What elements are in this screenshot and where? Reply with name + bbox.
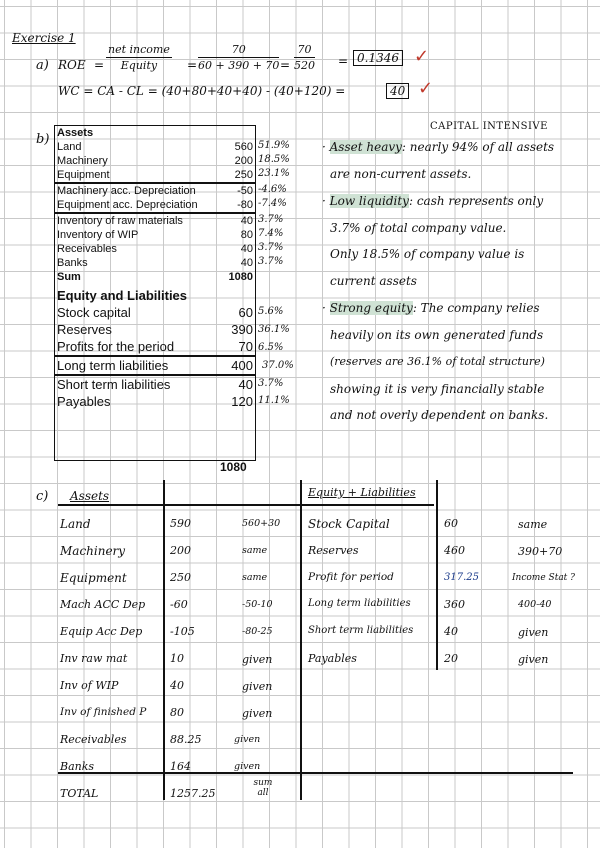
c-liab-header: Equity + Liabilities — [308, 486, 416, 499]
assets-sum-row: Sum 1080 — [57, 271, 253, 283]
c-asset-value: 40 — [170, 679, 184, 692]
c-asset-note: given — [242, 653, 273, 666]
c-liab-note: given — [518, 653, 549, 666]
c-asset-note: same — [242, 545, 268, 556]
c-asset-value: -105 — [170, 625, 195, 638]
c-asset-value: 10 — [170, 652, 184, 665]
c-asset-label: Equipment — [60, 571, 127, 585]
roe-numerator-value: 70 — [198, 43, 279, 58]
asset-row: Inventory of WIP 80 — [57, 229, 253, 241]
c-col-divider — [436, 480, 438, 670]
note-line: current assets — [330, 274, 417, 288]
liab-row: Short term liabilities 40 — [57, 377, 253, 392]
c-total-note: sum all — [253, 778, 273, 798]
asset-pct: 51.9% — [258, 140, 290, 151]
exercise-title: Exercise 1 — [12, 31, 76, 45]
roe-eq-1: = — [94, 58, 105, 72]
roe-simple-num: 70 — [294, 43, 315, 58]
note-asset-heavy: · Asset heavy: nearly 94% of all assets — [322, 140, 555, 154]
note-line: are non-current assets. — [330, 167, 472, 181]
c-asset-label: Inv of WIP — [60, 679, 119, 692]
c-asset-value: 200 — [170, 544, 191, 557]
note-line: Only 18.5% of company value is — [330, 247, 525, 261]
c-asset-label: Inv of finished P — [60, 706, 147, 718]
roe-simple-den: 520 — [294, 59, 315, 72]
roe-denominator-label: Equity — [120, 59, 158, 72]
c-total-line — [58, 772, 573, 774]
c-liab-value: 40 — [444, 625, 458, 638]
c-liab-value: 360 — [444, 598, 465, 611]
asset-row: Banks 40 — [57, 257, 253, 269]
c-asset-note: given — [242, 680, 273, 693]
asset-row: Equipment 250 — [57, 169, 253, 181]
asset-row: Inventory of raw materials 40 — [57, 215, 253, 227]
asset-row: Machinery 200 — [57, 155, 253, 167]
c-asset-label: Mach ACC Dep — [60, 598, 146, 611]
note-line: 3.7% of total company value. — [330, 221, 507, 235]
c-asset-note: -50-10 — [242, 599, 273, 610]
roe-eq-3: = — [280, 58, 291, 72]
c-liab-value-profit: 317.25 — [444, 572, 479, 583]
liab-row: Payables 120 — [57, 394, 253, 409]
c-asset-label: Machinery — [60, 544, 126, 558]
part-c-label: c) — [36, 489, 49, 504]
c-total-label: TOTAL — [60, 787, 99, 800]
asset-row: Receivables 40 — [57, 243, 253, 255]
roe-check-icon: ✓ — [414, 46, 430, 67]
asset-pct: 7.4% — [258, 228, 284, 239]
note-strong-equity-head: Strong equity — [329, 301, 413, 315]
c-liab-label: Long term liabilities — [308, 598, 411, 609]
asset-pct: -4.6% — [258, 184, 287, 195]
note-line: heavily on its own generated funds — [330, 328, 544, 342]
asset-pct: 3.7% — [258, 256, 284, 267]
liab-pct: 6.5% — [258, 342, 284, 353]
c-liab-value: 20 — [444, 652, 458, 665]
c-total-value: 1257.25 — [170, 787, 216, 800]
asset-pct: 3.7% — [258, 242, 284, 253]
liab-row: Profits for the period 70 — [57, 339, 253, 354]
roe-numerator-label: net income — [108, 43, 170, 56]
c-asset-note: -80-25 — [242, 626, 273, 637]
c-asset-note: given — [234, 734, 261, 745]
liab-row: Stock capital 60 — [57, 305, 253, 320]
roe-lhs: ROE — [58, 58, 86, 72]
c-asset-value: 590 — [170, 517, 191, 530]
c-asset-note: given — [242, 707, 273, 720]
c-liab-note: given — [518, 626, 549, 639]
wc-check-icon: ✓ — [418, 78, 434, 99]
c-asset-note: same — [242, 572, 268, 583]
c-col-divider — [300, 480, 302, 800]
c-liab-value: 60 — [444, 517, 458, 530]
asset-pct: -7.4% — [258, 198, 287, 209]
c-assets-header: Assets — [70, 489, 110, 503]
c-asset-label: Land — [60, 517, 91, 531]
c-liab-note: 400-40 — [518, 599, 552, 610]
liab-pct: 36.1% — [258, 324, 290, 335]
note-line: (reserves are 36.1% of total structure) — [330, 355, 545, 368]
roe-result: 0.1346 — [353, 50, 403, 66]
wc-result: 40 — [386, 83, 409, 99]
balance-sheet-table — [54, 125, 256, 461]
note-low-liquidity-head: Low liquidity — [329, 194, 409, 208]
liab-pct: 5.6% — [258, 306, 284, 317]
note-line: and not overly dependent on banks. — [330, 408, 549, 422]
c-liab-label: Profit for period — [308, 571, 394, 583]
roe-fraction-formula — [106, 43, 172, 72]
c-col-divider — [163, 480, 165, 800]
wc-expression: WC = CA - CL = (40+80+40+40) - (40+120) = — [58, 84, 346, 98]
c-liab-label: Short term liabilities — [308, 625, 414, 636]
assets-header: Assets — [57, 127, 94, 139]
c-asset-value: 88.25 — [170, 733, 202, 746]
asset-row: Land 560 — [57, 141, 253, 153]
note-line: showing it is very financially stable — [330, 382, 545, 396]
c-asset-value: 250 — [170, 571, 191, 584]
liab-pct: 3.7% — [258, 378, 284, 389]
note-asset-heavy-head: Asset heavy — [329, 140, 402, 154]
liabilities-total: 1080 — [220, 460, 247, 474]
roe-fraction-values — [198, 43, 279, 72]
part-b-label: b) — [36, 132, 50, 147]
roe-denominator-value: 60 + 390 + 70 — [198, 59, 280, 72]
liabilities-header: Equity and Liabilities — [57, 288, 188, 303]
c-asset-label: Inv raw mat — [60, 652, 128, 665]
note-strong-equity: · Strong equity: The company relies — [322, 301, 540, 315]
c-asset-note: 560+30 — [242, 518, 281, 529]
c-liab-label: Reserves — [308, 544, 359, 557]
roe-eq-2: = — [187, 58, 198, 72]
part-a-label: a) — [36, 58, 49, 73]
asset-pct: 3.7% — [258, 214, 284, 225]
c-asset-label: Equip Acc Dep — [60, 625, 143, 638]
c-liab-note: 390+70 — [518, 545, 563, 558]
c-asset-label: Receivables — [60, 733, 127, 746]
c-liab-label: Payables — [308, 652, 357, 665]
c-liab-value: 460 — [444, 544, 465, 557]
asset-pct: 23.1% — [258, 168, 290, 179]
asset-row: Equipment acc. Depreciation -80 — [57, 199, 253, 211]
c-liab-note: same — [518, 518, 548, 531]
liab-pct: 37.0% — [262, 360, 294, 371]
note-low-liquidity: · Low liquidity: cash represents only — [322, 194, 544, 208]
c-asset-note: given — [234, 761, 261, 772]
c-asset-value: 164 — [170, 760, 191, 773]
asset-pct: 18.5% — [258, 154, 290, 165]
c-liab-label: Stock Capital — [308, 517, 390, 531]
liab-row: Long term liabilities 400 — [57, 358, 253, 373]
c-liab-note: Income Stat ? — [512, 573, 575, 583]
liab-pct: 11.1% — [258, 395, 290, 406]
c-asset-value: -60 — [170, 598, 188, 611]
asset-row: Machinery acc. Depreciation -50 — [57, 185, 253, 197]
roe-fraction-simplified — [294, 43, 315, 72]
liab-row: Reserves 390 — [57, 322, 253, 337]
c-header-line — [58, 504, 434, 506]
c-asset-value: 80 — [170, 706, 184, 719]
notes-title: CAPITAL INTENSIVE — [430, 121, 548, 132]
c-asset-label: Banks — [60, 760, 95, 773]
roe-eq-4: = — [338, 54, 349, 68]
